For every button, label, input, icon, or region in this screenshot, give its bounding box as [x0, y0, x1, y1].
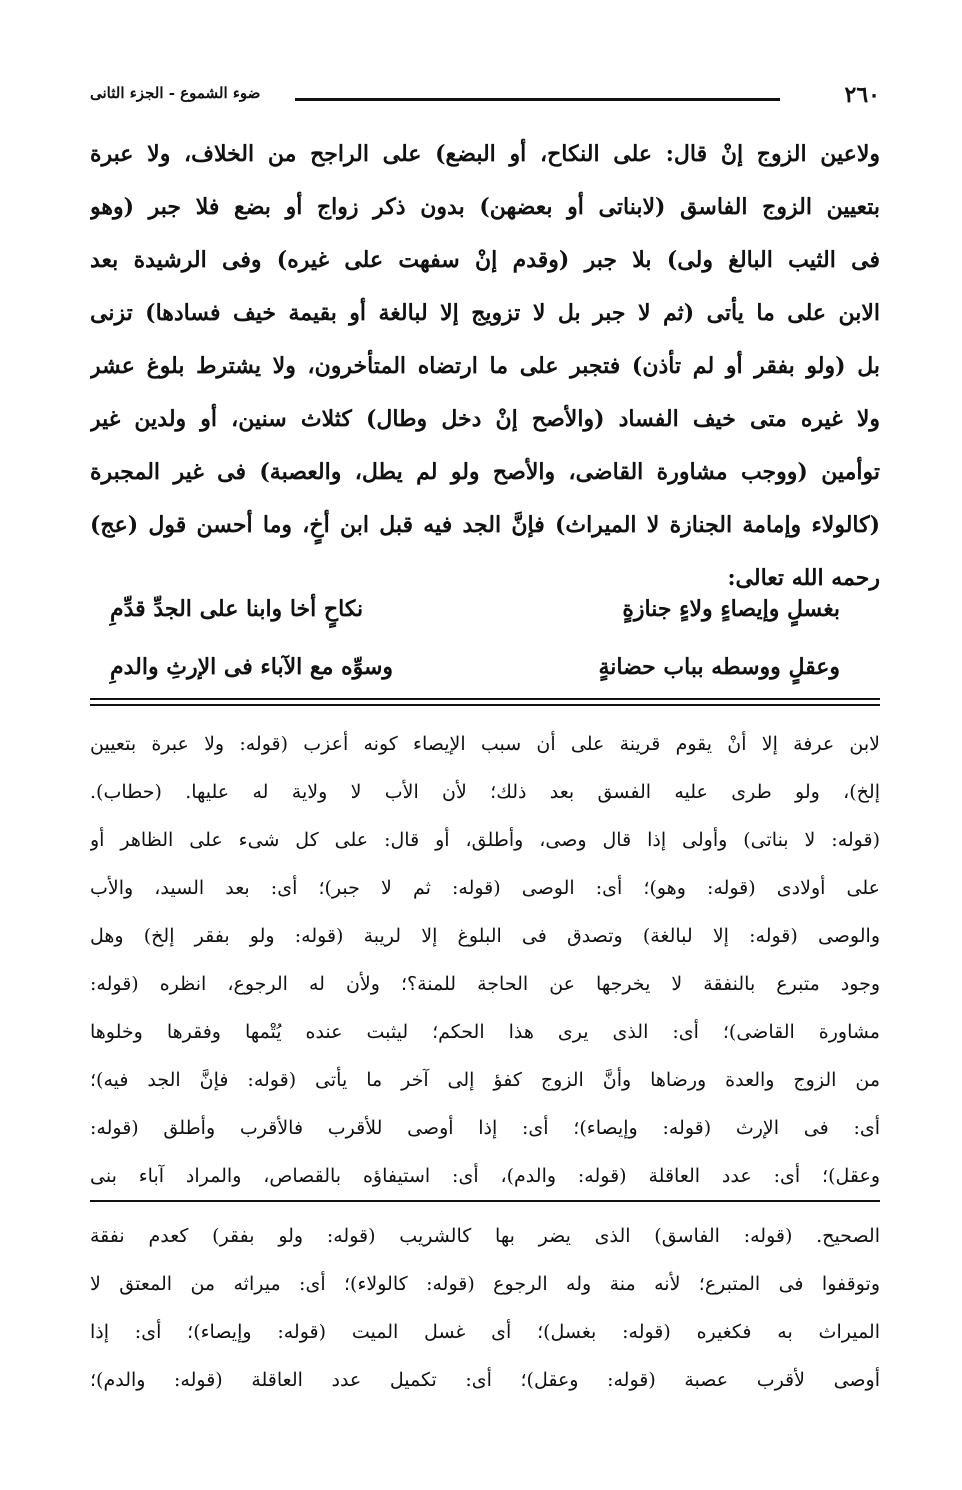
commentary-line: لابن عرفة إلا أنْ يقوم قرينة على أن سبب الإيصاء كونه أعزب (قوله: ولا عبرة بتعيين [90, 733, 880, 755]
footnote-line: الميراث به فكغيره (قوله: بغسل)؛ أى غسل الميت (قوله: وإيصاء)؛ أى: إذا [90, 1321, 880, 1343]
commentary-line: إلخ)، ولو طرى عليه الفسق بعد ذلك؛ لأن الأب لا ولاية له عليها. (حطاب). [90, 781, 880, 803]
footnote-line: أوصى لأقرب عصبة (قوله: وعقل)؛ أى: تكميل عدد العاقلة (قوله: والدم)؛ [90, 1369, 880, 1391]
main-text-line: بل (ولو بفقر أو لم تأذن) فتجبر على ما ارتضاه المتأخرون، ولا يشترط بلوغ عشر [90, 353, 880, 379]
main-text-line: ولاعين الزوج إنْ قال: على النكاح، أو البضع) على الراجح من الخلاف، ولا عبرة [90, 141, 880, 167]
commentary-line: وجود متبرع بالنفقة لا يخرجها عن الحاجة للمنة؟؛ ولأن له الرجوع، انظره (قوله: [90, 973, 880, 995]
commentary-line: على أولادى (قوله: وهو)؛ أى: الوصى (قوله: ثم لا جبر)؛ أى: بعد السيد، والأب [90, 877, 880, 899]
commentary-line: من الزوج والعدة ورضاها وأنَّ الزوج كفؤ إلى آخر ما يأتى (قوله: فإنَّ الجد فيه)؛ [90, 1069, 880, 1091]
page-header [90, 82, 880, 122]
main-text-line: بتعيين الزوج الفاسق (لابناتى أو بعضهن) بدون ذكر زواج أو بضع فلا جبر (وهو [90, 194, 880, 220]
poem-verse [90, 638, 880, 696]
poem-hemistich-second: نكاحٍ أخا وابنا على الجدِّ قدِّمِ [110, 596, 364, 622]
footnote-divider [90, 1200, 880, 1202]
poem-hemistich-first: وعقلٍ ووسطه بباب حضانةٍ [598, 654, 840, 680]
poem-hemistich-second: وسوِّه مع الآباء فى الإرثِ والدمِ [110, 654, 394, 680]
commentary-line: والوصى (قوله: إلا لبالغة) وتصدق فى البلوغ إلا لريبة (قوله: ولو بفقر إلخ) وهل [90, 925, 880, 947]
main-text [90, 128, 880, 605]
main-text-line: فى الثيب البالغ ولى) بلا جبر (وقدم إنْ سفهت على غيره) وفى الرشيدة بعد [90, 247, 880, 273]
book-title: ضوء الشموع - الجزء الثانى [90, 84, 261, 102]
main-text-line: الابن على ما يأتى (ثم لا جبر بل لا تزويج إلا لبالغة أو بقيمة خيف فسادها) تزنى [90, 300, 880, 326]
main-text-line: (كالولاء وإمامة الجنازة لا الميراث) فإنَّ الجد فيه قبل ابن أخٍ، وما أحسن قول (عج) [90, 512, 880, 538]
footnote-line: الصحيح. (قوله: الفاسق) الذى يضر بها كالشريب (قوله: ولو بفقر) كعدم نفقة [90, 1225, 880, 1247]
commentary-line: أى: فى الإرث (قوله: وإيصاء)؛ أى: إذا أوصى للأقرب فالأقرب وأطلق (قوله: [90, 1117, 880, 1139]
main-text-line: ولا غيره متى خيف الفساد (والأصح إنْ دخل وطال) كثلاث سنين، أو ولدين غير [90, 406, 880, 432]
commentary-line: مشاورة القاضى)؛ أى: الذى يرى هذا الحكم؛ ليثبت عنده يُتْمها وفقرها وخلوها [90, 1021, 880, 1043]
header-rule [295, 98, 780, 101]
commentary-line: (قوله: لا بناتى) وأولى إذا قال وصى، وأطلق، أو قال: على كل شىء على الظاهر أو [90, 829, 880, 851]
footnote-line: وتوقفوا فى المتبرع؛ لأنه منة وله الرجوع (قوله: كالولاء)؛ أى: ميراثه من المعتق لا [90, 1273, 880, 1295]
footnote [90, 1212, 880, 1404]
commentary-line: وعقل)؛ أى: عدد العاقلة (قوله: والدم)، أى: استيفاؤه بالقصاص، والمراد آباء بنى [90, 1165, 880, 1187]
section-divider-bottom [90, 704, 880, 706]
poem-verse [90, 580, 880, 638]
poem-hemistich-first: بغسلٍ وإيصاءٍ ولاءٍ جنازةٍ [622, 596, 840, 622]
main-text-line: رحمه الله تعالى: [727, 565, 880, 591]
page-number: ٢٦٠ [844, 82, 880, 108]
poem [90, 580, 880, 696]
commentary [90, 720, 880, 1200]
main-text-line: توأمين (ووجب مشاورة القاضى، والأصح ولو لم يطل، والعصبة) فى غير المجبرة [90, 459, 880, 485]
section-divider-top [90, 698, 880, 700]
